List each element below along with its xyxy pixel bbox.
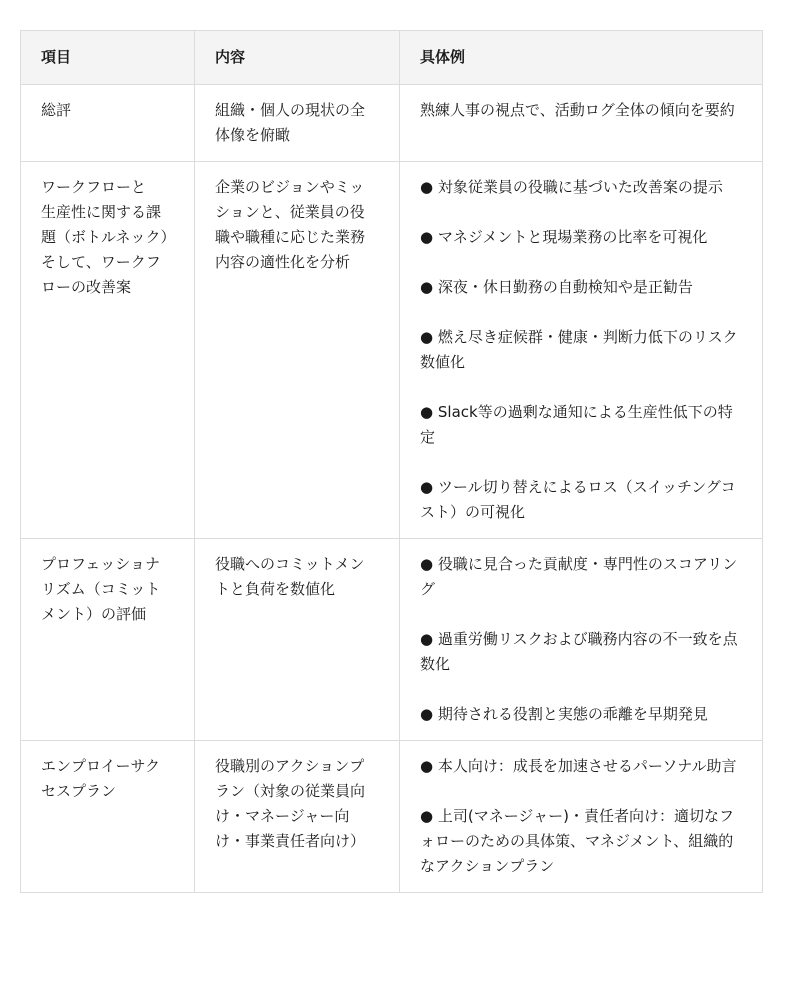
content-cell (195, 741, 400, 893)
header-item: 項目 (21, 31, 195, 85)
table-row (21, 85, 763, 162)
item-cell (21, 162, 195, 539)
examples-cell (400, 162, 763, 539)
bullet-icon: ● (420, 757, 434, 775)
examples-cell (400, 741, 763, 893)
example-text: 熟練人事の視点で、活動ログ全体の傾向を要約 (420, 101, 735, 119)
bullet-item (420, 627, 742, 677)
example-text: 燃え尽き症候群・健康・判断力低下のリスク数値化 (420, 328, 738, 371)
item-text: プロフェッショナリズム（コミットメント）の評価 (41, 555, 161, 623)
bullet-icon: ● (420, 630, 434, 648)
bullet-icon: ● (420, 555, 434, 573)
header-content: 内容 (195, 31, 400, 85)
example-text: 役職に見合った貢献度・専門性のスコアリング (420, 555, 738, 598)
example-text: 本人向け：成長を加速させるパーソナル助言 (437, 757, 737, 775)
example-text: 上司(マネージャー)・責任者向け：適切なフォローのための具体策、マネジメント、組織的なアクションプラン (420, 807, 734, 875)
bullet-icon: ● (420, 478, 434, 496)
item-cell (21, 85, 195, 162)
header-examples: 具体例 (400, 31, 763, 85)
bullet-icon: ● (420, 403, 434, 421)
bullet-item (420, 804, 742, 879)
header-row (21, 31, 763, 85)
content-cell (195, 539, 400, 741)
bullet-icon: ● (420, 705, 434, 723)
bullet-item (420, 275, 742, 300)
table-row (21, 539, 763, 741)
item-text: エンプロイーサクセスプラン (41, 757, 160, 800)
content-cell (195, 85, 400, 162)
bullet-item (420, 400, 742, 450)
bullet-icon: ● (420, 278, 434, 296)
examples-cell (400, 539, 763, 741)
item-text: 生産性に関する課題（ボトルネック） (41, 203, 176, 246)
table-row (21, 741, 763, 893)
bullet-item (420, 552, 742, 602)
item-text: そして、ワークフローの改善案 (41, 253, 161, 296)
item-text: 総評 (41, 101, 72, 119)
item-cell (21, 539, 195, 741)
item-cell (21, 741, 195, 893)
example-text: 対象従業員の役職に基づいた改善案の提示 (437, 178, 723, 196)
bullet-item (420, 754, 742, 779)
table-row (21, 162, 763, 539)
bullet-item (420, 475, 742, 525)
example-text: マネジメントと現場業務の比率を可視化 (437, 228, 708, 246)
example-text: 深夜・休日勤務の自動検知や是正勧告 (437, 278, 693, 296)
content-text: 役職へのコミットメントと負荷を数値化 (215, 555, 365, 598)
example-text: 過重労働リスクおよび職務内容の不一致を点数化 (420, 630, 738, 673)
content-cell (195, 162, 400, 539)
bullet-item (420, 175, 742, 200)
item-text: ワークフローと (41, 178, 147, 196)
bullet-item (420, 702, 742, 727)
table-container (20, 30, 763, 893)
bullet-item (420, 225, 742, 250)
example-text: ツール切り替えによるロス（スイッチングコスト）の可視化 (420, 478, 736, 521)
bullet-icon: ● (420, 328, 434, 346)
example-text: Slack等の過剰な通知による生産性低下の特定 (420, 403, 733, 446)
examples-cell (400, 85, 763, 162)
bullet-item (420, 325, 742, 375)
bullet-icon: ● (420, 228, 434, 246)
content-text: 役職別のアクションプラン（対象の従業員向け・マネージャー向け・事業責任者向け） (215, 757, 366, 850)
feature-table (20, 30, 763, 893)
bullet-icon: ● (420, 178, 434, 196)
content-text: 組織・個人の現状の全体像を俯瞰 (215, 101, 366, 144)
example-text: 期待される役割と実態の乖離を早期発見 (437, 705, 708, 723)
bullet-icon: ● (420, 807, 434, 825)
content-text: 企業のビジョンやミッションと、従業員の役職や職種に応じた業務内容の適性化を分析 (215, 178, 366, 271)
